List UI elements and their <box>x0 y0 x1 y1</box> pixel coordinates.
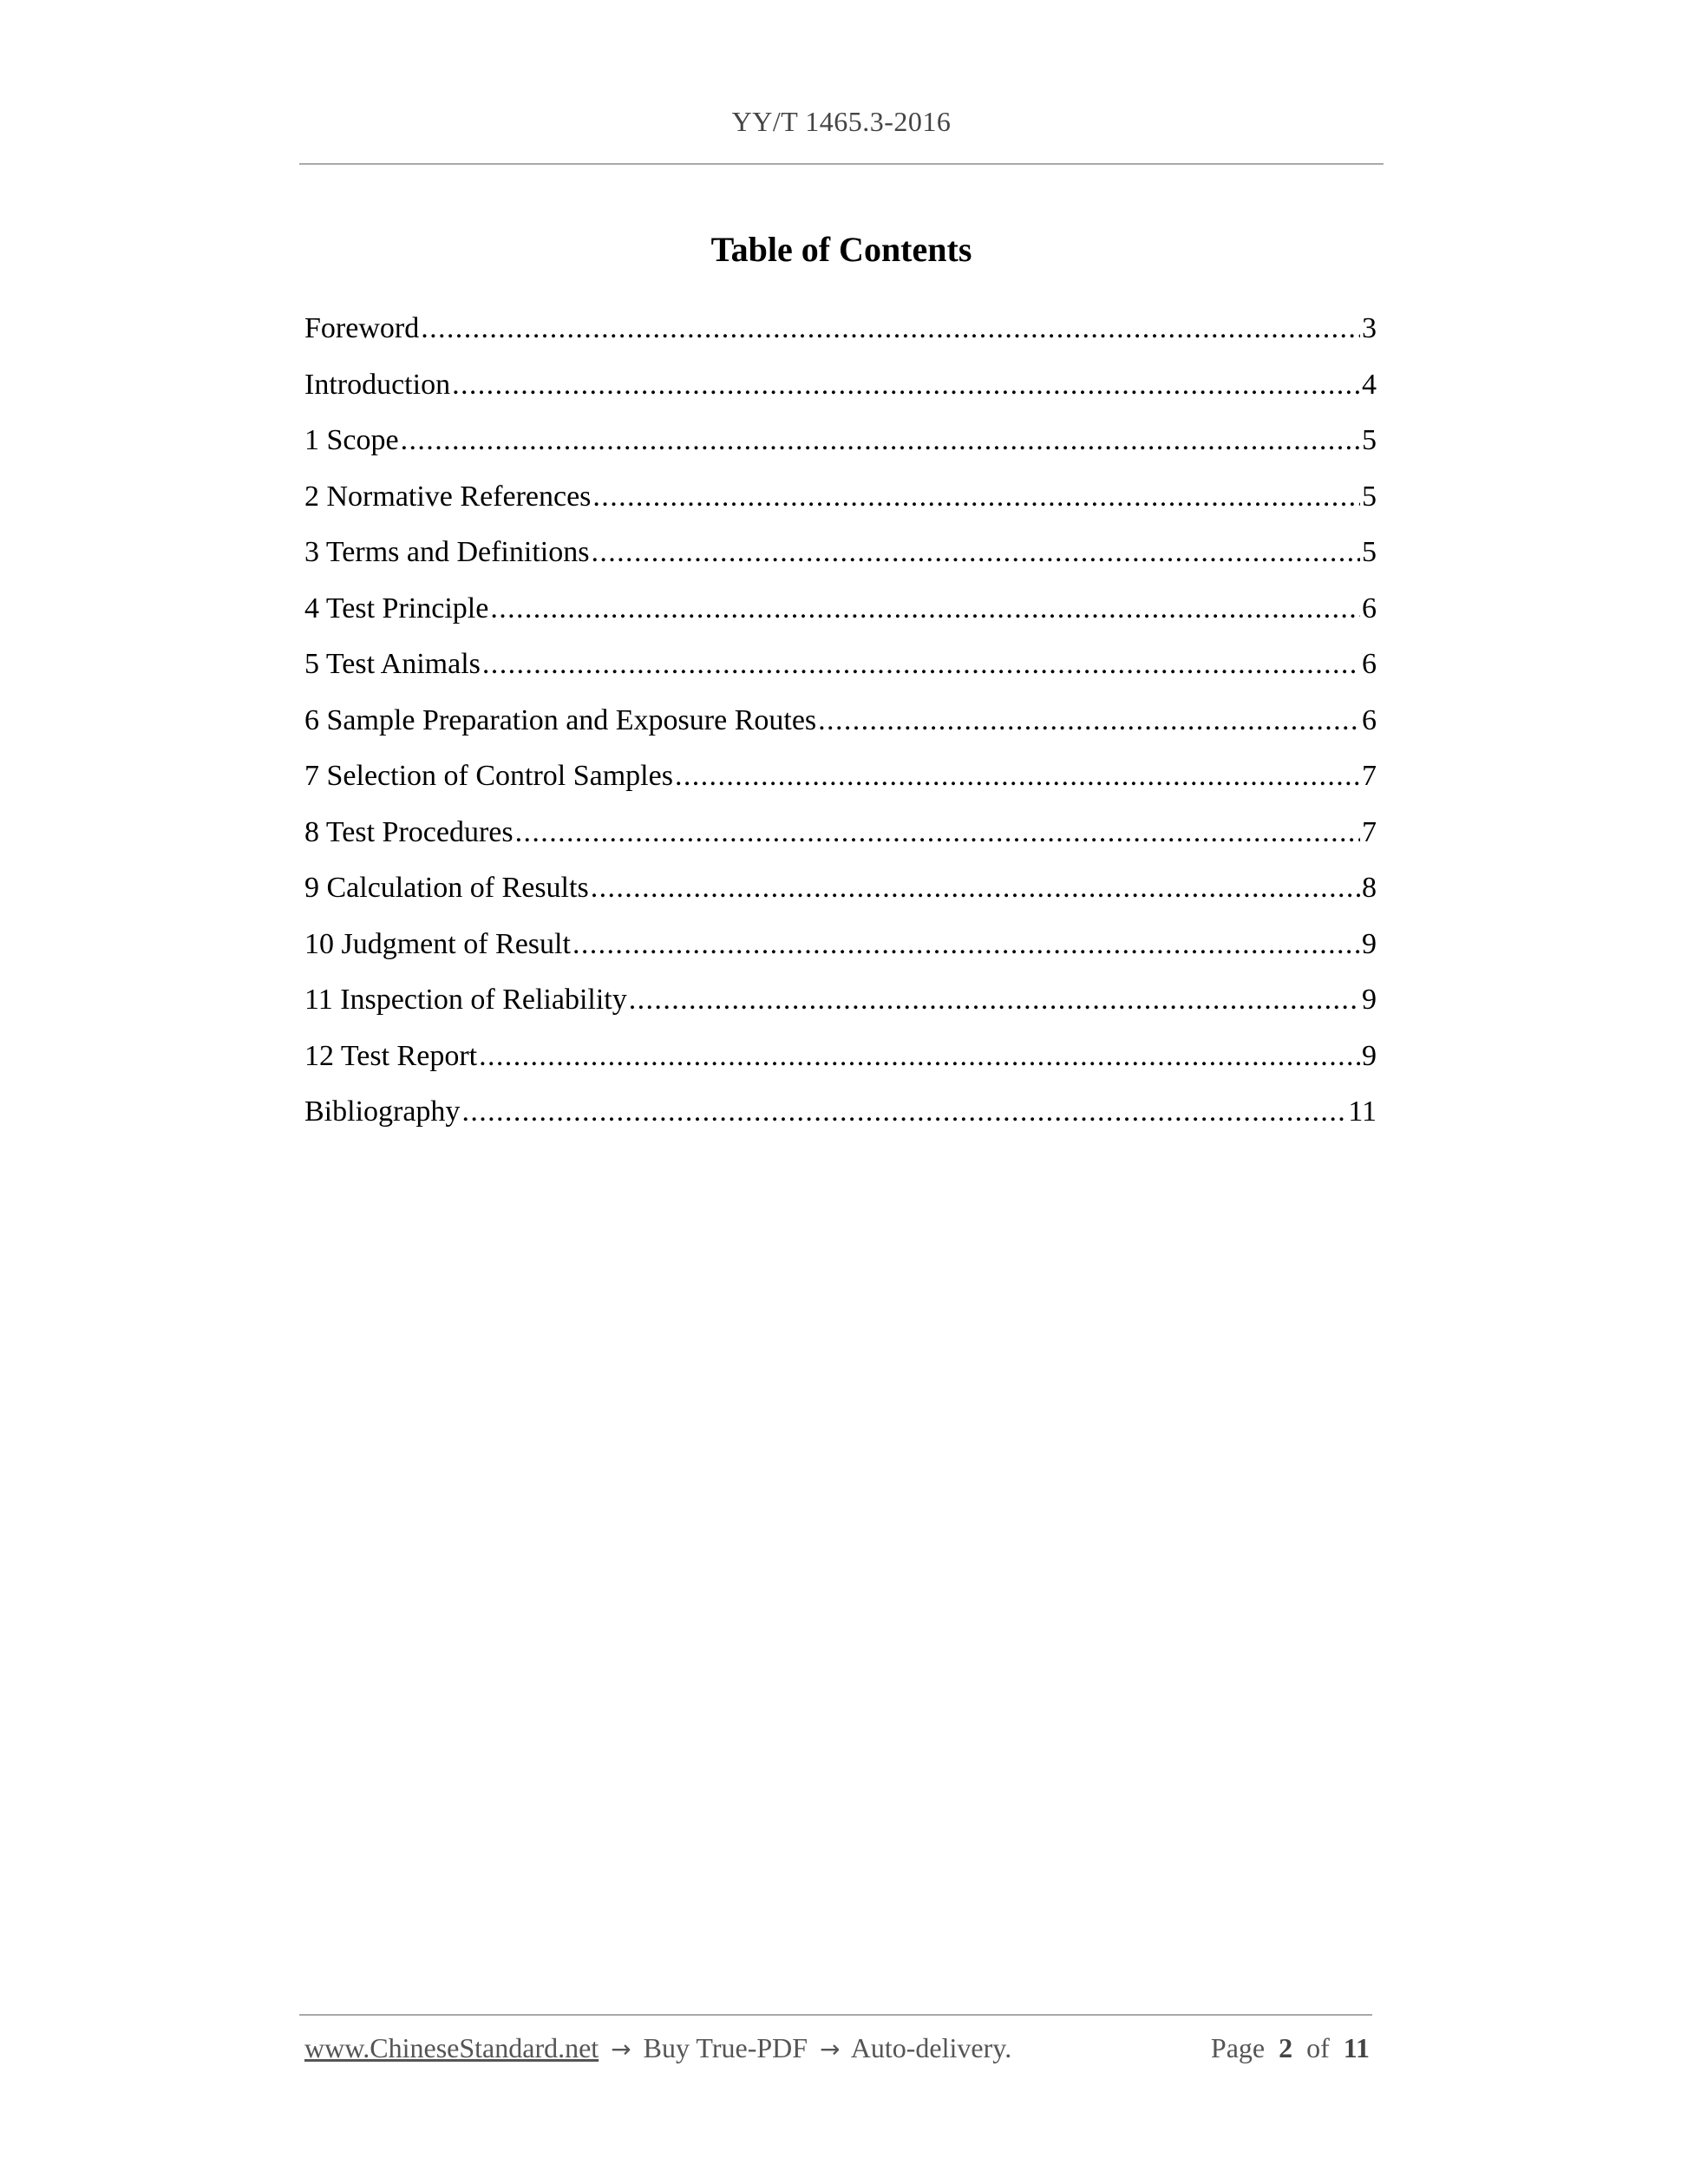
toc-entry-page: 8 <box>1362 872 1377 904</box>
right-arrow-icon: → <box>820 2035 841 2063</box>
page-footer <box>304 2032 1370 2064</box>
page-number <box>1211 2032 1370 2064</box>
toc-entry-label: Foreword <box>304 312 420 344</box>
toc-dot-leader <box>818 699 1360 742</box>
toc-entry[interactable] <box>304 587 1377 644</box>
toc-title: Table of Contents <box>710 230 972 269</box>
toc-dot-leader <box>479 1035 1360 1078</box>
toc-dot-leader <box>515 811 1360 854</box>
toc-entry[interactable] <box>304 866 1377 923</box>
toc-entry[interactable] <box>304 475 1377 532</box>
toc-entry[interactable] <box>304 811 1377 867</box>
toc-entry-label: 12 Test Report <box>304 1039 478 1072</box>
toc-entry-page: 7 <box>1362 815 1377 848</box>
toc-entry-label: 4 Test Principle <box>304 592 489 624</box>
current-page: 2 <box>1279 2032 1293 2063</box>
toc-entry-page: 6 <box>1362 592 1377 624</box>
toc-entry-page: 5 <box>1362 536 1377 568</box>
toc-entry-page: 9 <box>1362 984 1377 1016</box>
toc-dot-leader <box>592 475 1360 519</box>
page-label: Page <box>1210 2032 1266 2063</box>
toc-entry-label: 6 Sample Preparation and Exposure Routes <box>304 703 817 736</box>
toc-dot-leader <box>401 419 1360 462</box>
toc-entry-label: Bibliography <box>304 1095 461 1128</box>
footer-divider <box>299 2014 1372 2016</box>
toc-list <box>304 307 1377 1147</box>
toc-entry-page: 9 <box>1362 927 1377 960</box>
toc-dot-leader <box>675 755 1360 798</box>
toc-entry-label: 11 Inspection of Reliability <box>304 984 627 1016</box>
toc-dot-leader <box>461 1090 1346 1134</box>
toc-entry-label: 8 Test Procedures <box>304 815 514 848</box>
running-header: YY/T 1465.3-2016 <box>731 106 952 137</box>
toc-entry[interactable] <box>304 978 1377 1035</box>
header-divider <box>299 163 1384 165</box>
toc-entry-label: 9 Calculation of Results <box>304 872 589 904</box>
toc-entry-label: Introduction <box>304 368 451 401</box>
toc-entry-page: 6 <box>1362 703 1377 736</box>
toc-entry-page: 7 <box>1362 760 1377 792</box>
footer-step-delivery: Auto-delivery. <box>850 2032 1012 2063</box>
toc-entry[interactable] <box>304 307 1377 363</box>
toc-entry[interactable] <box>304 531 1377 587</box>
toc-entry[interactable] <box>304 363 1377 420</box>
toc-entry-page: 9 <box>1362 1039 1377 1072</box>
toc-entry-page: 4 <box>1362 368 1377 401</box>
toc-entry-label: 7 Selection of Control Samples <box>304 760 673 792</box>
toc-entry-label: 2 Normative References <box>304 480 592 513</box>
toc-dot-leader <box>490 587 1360 631</box>
toc-entry[interactable] <box>304 755 1377 811</box>
toc-dot-leader <box>452 363 1360 407</box>
toc-entry-page: 5 <box>1362 480 1377 513</box>
toc-entry[interactable] <box>304 419 1377 475</box>
of-label: of <box>1306 2032 1330 2063</box>
toc-entry-page: 11 <box>1348 1095 1377 1128</box>
toc-dot-leader <box>421 307 1360 350</box>
toc-entry-label: 1 Scope <box>304 424 399 456</box>
toc-entry-label: 10 Judgment of Result <box>304 927 571 960</box>
toc-entry[interactable] <box>304 643 1377 699</box>
toc-dot-leader <box>482 643 1360 686</box>
toc-entry[interactable] <box>304 923 1377 979</box>
total-pages: 11 <box>1343 2032 1370 2063</box>
toc-dot-leader <box>629 978 1360 1022</box>
footer-step-buy: Buy True-PDF <box>643 2032 808 2063</box>
toc-dot-leader <box>591 866 1360 910</box>
website-link[interactable]: www.ChineseStandard.net <box>304 2032 599 2063</box>
toc-entry-page: 5 <box>1362 424 1377 456</box>
toc-entry[interactable] <box>304 1035 1377 1091</box>
toc-dot-leader <box>572 923 1360 966</box>
toc-entry-label: 5 Test Animals <box>304 648 481 680</box>
toc-entry-page: 6 <box>1362 648 1377 680</box>
toc-dot-leader <box>591 531 1360 574</box>
footer-promo <box>304 2032 1011 2064</box>
toc-entry[interactable] <box>304 699 1377 755</box>
toc-entry-label: 3 Terms and Definitions <box>304 536 590 568</box>
toc-entry[interactable] <box>304 1090 1377 1147</box>
toc-entry-page: 3 <box>1362 312 1377 344</box>
right-arrow-icon: → <box>611 2035 631 2063</box>
